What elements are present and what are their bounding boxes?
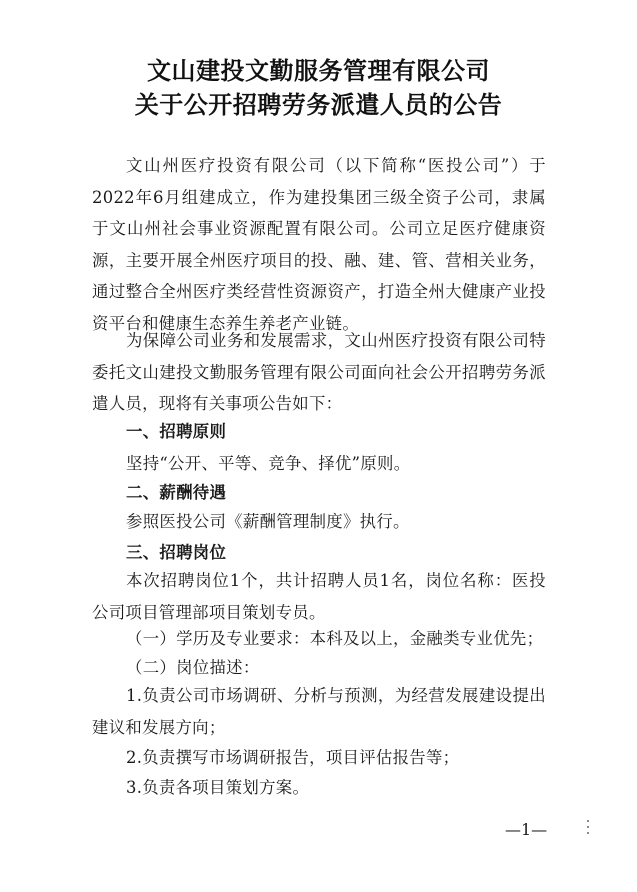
section-1-heading: 一、招聘原则	[126, 422, 227, 441]
duty-item-3: 3.负责各项目策划方案。	[126, 778, 310, 797]
duty-item-2: 2.负责撰写市场调研报告，项目评估报告等；	[126, 748, 460, 767]
section-3-heading: 三、招聘岗位	[126, 543, 227, 562]
education-requirement: （一）学历及专业要求：本科及以上，金融类专业优先；	[126, 629, 544, 648]
intro-paragraph: 文山州医疗投资有限公司（以下简称“医投公司”）于2022年6月组建成立，作为建投集团三级全资子公司，隶属于文山州社会事业资源配置有限公司。公司立足医疗健康资源，主要开展全州医疗项目的投、融、建、管、营相关业务，通过整合全州医疗类经营性资源资产，打造全州大健康产业投资平台和健康生态养生养老产业链。	[92, 156, 546, 333]
section-3-paragraph: 本次招聘岗位1个，共计招聘人员1名，岗位名称：医投公司项目管理部项目策划专员。	[92, 571, 546, 622]
section-2-heading: 二、薪酬待遇	[126, 483, 227, 502]
page-number: —1—	[505, 820, 548, 839]
document-title-line-1: 文山建投文勤服务管理有限公司	[147, 56, 490, 85]
section-2-text: 参照医投公司《薪酬管理制度》执行。	[126, 512, 410, 531]
job-description-heading: （二）岗位描述：	[126, 658, 260, 677]
scan-margin-marks	[587, 820, 590, 838]
purpose-paragraph: 为保障公司业务和发展需求，文山州医疗投资有限公司特委托文山建投文勤服务管理有限公司面向社会公开招聘劳务派遣人员，现将有关事项公告如下：	[92, 331, 546, 413]
duty-item-1: 1.负责公司市场调研、分析与预测，为经营发展建设提出建议和发展方向；	[92, 686, 546, 737]
document-title-line-2: 关于公开招聘劳务派遣人员的公告	[134, 90, 503, 119]
section-1-text: 坚持“公开、平等、竞争、择优”原则。	[126, 454, 411, 473]
